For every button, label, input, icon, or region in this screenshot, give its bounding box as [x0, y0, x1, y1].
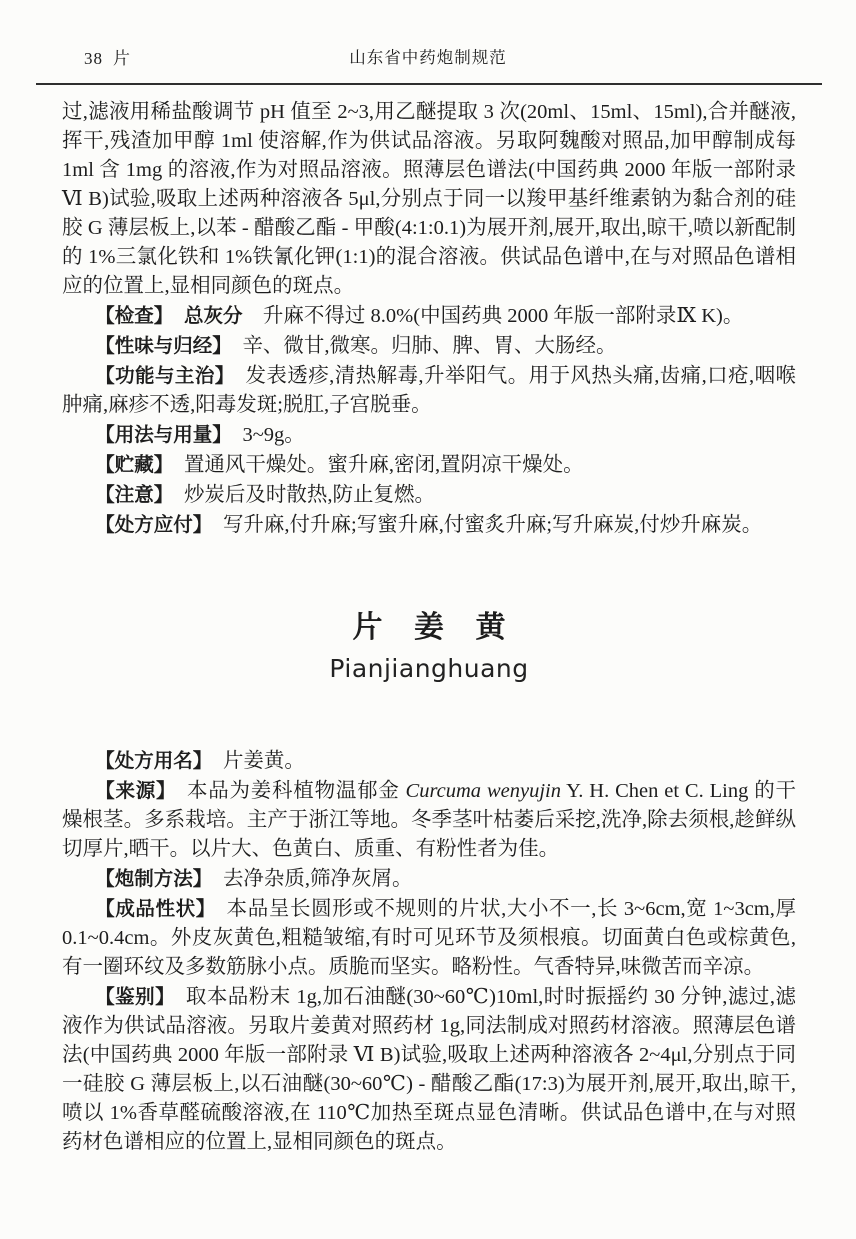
section-text: 炒炭后及时散热,防止复燃。 — [183, 484, 436, 506]
page-number: 38 — [84, 49, 103, 68]
continuation-paragraph: 过,滤液用稀盐酸调节 pH 值至 2~3,用乙醚提取 3 次(20ml、15ml、15ml),合并醚液,挥干,残渣加甲醇 1ml 使溶解,作为供试品溶液。另取阿魏酸对照品,加甲醇制成每 1ml 含 1mg 的溶液,作为对照品溶液。照薄层色谱法(中国药典 2000 年版一部附录 Ⅵ B)试验,吸取上述两种溶液各 5μl,分别点于同一以羧甲基纤维素钠为黏合剂的硅胶 G 薄层板上,以苯 - 醋酸乙酯 - 甲酸(4:1:0.1)为展开剂,展开,取出,晾干,喷以新配制的 1%三氯化铁和 1%铁氰化钾(1:1)的混合溶液。供试品色谱中,在与对照品色谱相应的位置上,显相同颜色的斑点。 — [62, 101, 796, 297]
section-text: 辛、微甘,微寒。归肺、脾、胃、大肠经。 — [242, 335, 617, 357]
section-text: 升麻不得过 8.0%(中国药典 2000 年版一部附录Ⅸ K)。 — [262, 305, 744, 327]
running-title: 山东省中药炮制规范 — [349, 48, 507, 67]
section-text: 3~9g。 — [242, 424, 305, 446]
section-text: 去净杂质,筛净灰屑。 — [222, 868, 413, 890]
section-zhucang — [62, 450, 796, 480]
section-label: 【用法与用量】 — [95, 423, 232, 446]
section-chengpin-xingzhuang — [62, 894, 796, 982]
section-laiyuan — [62, 776, 796, 864]
entry-pinyin: Pianjianghuang — [329, 654, 529, 683]
section-chufang-yongming — [62, 746, 796, 776]
section-label: 【成品性状】 — [95, 897, 216, 920]
section-text: 写升麻,付升麻;写蜜升麻,付蜜炙升麻;写升麻炭,付炒升麻炭。 — [222, 514, 763, 536]
section-label: 【炮制方法】 — [95, 867, 213, 890]
chapter-marker: 片 — [113, 49, 131, 68]
entry-title: 片姜黄 — [352, 610, 537, 645]
section-label: 【处方用名】 — [95, 749, 213, 772]
section-label: 【处方应付】 — [95, 513, 213, 536]
section-label: 【检查】 — [95, 304, 174, 327]
section-label: 【功能与主治】 — [95, 364, 235, 387]
section-xingwei-guijing — [62, 331, 796, 361]
entry-body — [62, 746, 796, 1157]
botanical-name: Curcuma wenyujin — [405, 780, 561, 802]
section-text: 片姜黄。 — [222, 750, 305, 772]
section-label: 【注意】 — [95, 483, 174, 506]
section-text: 发表透疹,清热解毒,升举阳气。用于风热头痛,齿痛,口疮,咽喉肿痛,麻疹不透,阳毒发斑;脱肛,子宫脱垂。 — [62, 365, 796, 416]
section-yongfa-yongliang — [62, 420, 796, 450]
section-text: 本品为姜科植物温郁金 — [186, 780, 406, 802]
section-paozhi-fangfa — [62, 864, 796, 894]
page-header — [0, 0, 856, 70]
header-rule — [36, 83, 822, 85]
section-gongneng-zhuzhi — [62, 361, 796, 420]
section-jianbie — [62, 982, 796, 1157]
section-label: 【来源】 — [95, 779, 177, 802]
section-text: 置通风干燥处。蜜升麻,密闭,置阴凉干燥处。 — [183, 454, 584, 476]
section-label: 【鉴别】 — [95, 985, 176, 1008]
section-label: 【性味与归经】 — [95, 334, 232, 357]
section-zhuyi — [62, 480, 796, 510]
section-label: 【贮藏】 — [95, 453, 174, 476]
section-subhead: 总灰分 — [183, 304, 243, 327]
page-body — [62, 98, 796, 1157]
section-text: 本品呈长圆形或不规则的片状,大小不一,长 3~6cm,宽 1~3cm,厚 0.1~0.4cm。外皮灰黄色,粗糙皱缩,有时可见环节及须根痕。切面黄白色或棕黄色,有一圈环纹及多数筋脉小点。质脆而坚实。略粉性。气香特异,味微苦而辛凉。 — [62, 898, 796, 978]
section-text: 取本品粉末 1g,加石油醚(30~60℃)10ml,时时振摇约 30 分钟,滤过,滤液作为供试品溶液。另取片姜黄对照药材 1g,同法制成对照药材溶液。照薄层色谱法(中国药典 2000 年版一部附录 Ⅵ B)试验,吸取上述两种溶液各 2~4μl,分别点于同一硅胶 G 薄层板上,以石油醚(30~60℃) - 醋酸乙酯(17:3)为展开剂,展开,取出,晾干,喷以 1%香草醛硫酸溶液,在 110℃加热至斑点显色清晰。供试品色谱中,在与对照药材色谱相应的位置上,显相同颜色的斑点。 — [62, 986, 796, 1153]
section-chufang-yingfu — [62, 510, 796, 540]
section-text: Y. H. Chen et C. Ling 的干燥根茎。多系栽培。主产于浙江等地。冬季茎叶枯萎后采挖,洗净,除去须根,趁鲜纵切厚片,晒干。以片大、色黄白、质重、有粉性者为佳。 — [62, 780, 796, 860]
entry-pianjianghuang — [62, 612, 796, 1157]
section-jiancha — [62, 301, 796, 331]
